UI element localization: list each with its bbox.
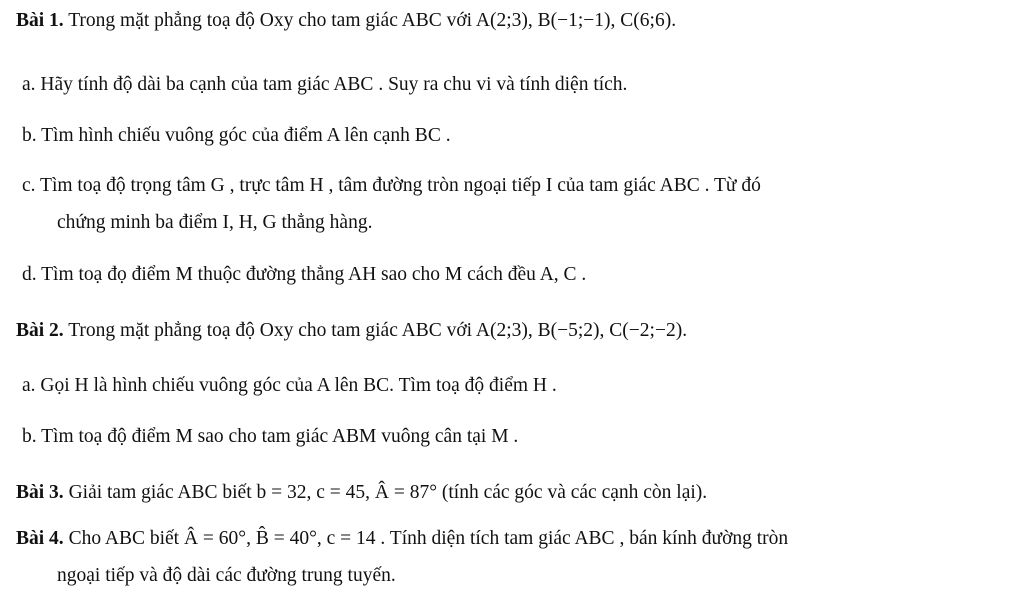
problem-4-continuation: ngoại tiếp và độ dài các đường trung tuyến. bbox=[57, 565, 396, 586]
problem-1-part-b: b. Tìm hình chiếu vuông góc của điểm A lên cạnh BC . bbox=[22, 125, 451, 146]
problem-2-part-b: b. Tìm toạ độ điểm M sao cho tam giác ABM vuông cân tại M . bbox=[22, 426, 519, 447]
problem-2-part-a: a. Gọi H là hình chiếu vuông góc của A lên BC. Tìm toạ độ điểm H . bbox=[22, 375, 557, 396]
problem-3-label: Bài 3. bbox=[16, 482, 64, 503]
problem-2-statement bbox=[16, 318, 687, 344]
problem-2-text: Trong mặt phẳng toạ độ Oxy cho tam giác ABC với A(2;3), B(−5;2), C(−2;−2). bbox=[63, 320, 688, 341]
problem-4-label: Bài 4. bbox=[16, 528, 64, 549]
problem-1-part-a: a. Hãy tính độ dài ba cạnh của tam giác ABC . Suy ra chu vi và tính diện tích. bbox=[22, 74, 628, 95]
problem-1-part-d: d. Tìm toạ đọ điểm M thuộc đường thẳng AH sao cho M cách đều A, C . bbox=[22, 264, 587, 285]
problem-4-text: Cho ABC biết Â = 60°, B̂ = 40°, c = 14 . Tính diện tích tam giác ABC , bán kính đường tròn bbox=[63, 528, 789, 549]
problem-1-part-c: c. Tìm toạ độ trọng tâm G , trực tâm H , tâm đường tròn ngoại tiếp I của tam giác ABC . Từ đó bbox=[22, 175, 761, 196]
problem-1-statement bbox=[16, 8, 676, 34]
problem-2-label: Bài 2. bbox=[16, 320, 64, 341]
problem-3-statement bbox=[16, 480, 707, 506]
problem-1-part-c-continuation: chứng minh ba điểm I, H, G thẳng hàng. bbox=[57, 212, 373, 233]
problem-1-label: Bài 1. bbox=[16, 10, 64, 31]
problem-1-text: Trong mặt phẳng toạ độ Oxy cho tam giác ABC với A(2;3), B(−1;−1), C(6;6). bbox=[63, 10, 677, 31]
problem-4-statement bbox=[16, 526, 788, 552]
problem-3-text: Giải tam giác ABC biết b = 32, c = 45, Â = 87° (tính các góc và các cạnh còn lại). bbox=[63, 482, 708, 503]
